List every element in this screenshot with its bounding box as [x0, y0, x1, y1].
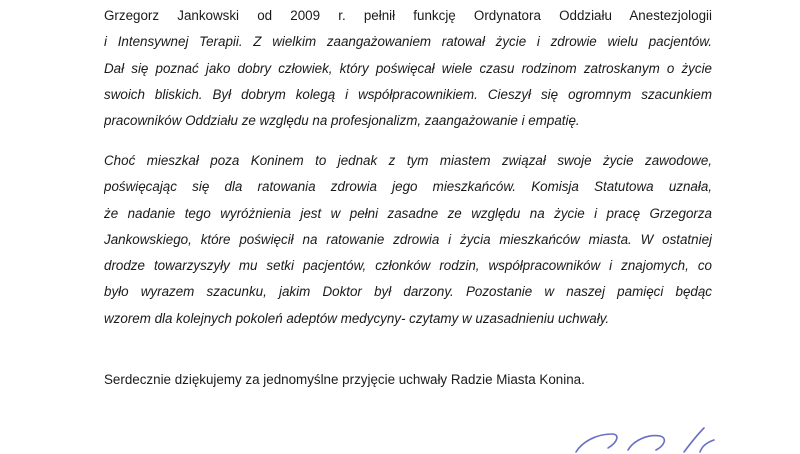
text-line: Serdecznie dziękujemy za jednomyślne przyjęcie uchwały Radzie Miasta Konina. [104, 372, 585, 387]
text-line: i Intensywnej Terapii. Z wielkim zaangażowaniem ratował życie i zdrowie wielu pacjentów. [104, 34, 712, 50]
text-line: drodze towarzyszyły mu setki pacjentów, członków rodzin, współpracowników i znajomych, co [104, 258, 712, 274]
text-line: Dał się poznać jako dobry człowiek, który poświęcał wiele czasu rodzinom zatroskanym o życie [104, 60, 712, 76]
paragraph-justification [104, 148, 712, 332]
signature-stroke [576, 434, 617, 452]
signature-stroke [628, 436, 664, 450]
text-line: Grzegorz Jankowski od 2009 r. pełnił funkcję Ordynatora Oddziału Anestezjologii [104, 8, 712, 23]
paragraph-tribute [104, 3, 712, 134]
signature-stroke [684, 428, 714, 452]
text-line: Choć mieszkał poza Koninem to jednak z tym miastem związał swoje życie zawodowe, [104, 153, 712, 168]
paragraph-thanks [104, 367, 712, 393]
text-line: wzorem dla kolejnych pokoleń adeptów medycyny- czytamy w uzasadnieniu uchwały. [104, 310, 610, 326]
text-line: było wyrazem szacunku, jakim Doktor był darzony. Pozostanie w naszej pamięci będąc [104, 284, 712, 300]
text-line: swoich bliskich. Był dobrym kolegą i współpracownikiem. Cieszył się ogromnym szacunkiem [104, 86, 712, 102]
text-line: poświęcając się dla ratowania zdrowia jego mieszkańców. Komisja Statutowa uznała, [104, 179, 712, 195]
text-line: że nadanie tego wyróżnienia jest w pełni zasadne ze względu na życie i pracę Grzegorza [104, 205, 712, 221]
text-line: pracowników Oddziału ze względu na profesjonalizm, zaangażowanie i empatię. [104, 113, 580, 129]
text-line: Jankowskiego, które poświęcił na ratowanie zdrowia i życia mieszkańców miasta. W ostatniej [104, 231, 712, 247]
